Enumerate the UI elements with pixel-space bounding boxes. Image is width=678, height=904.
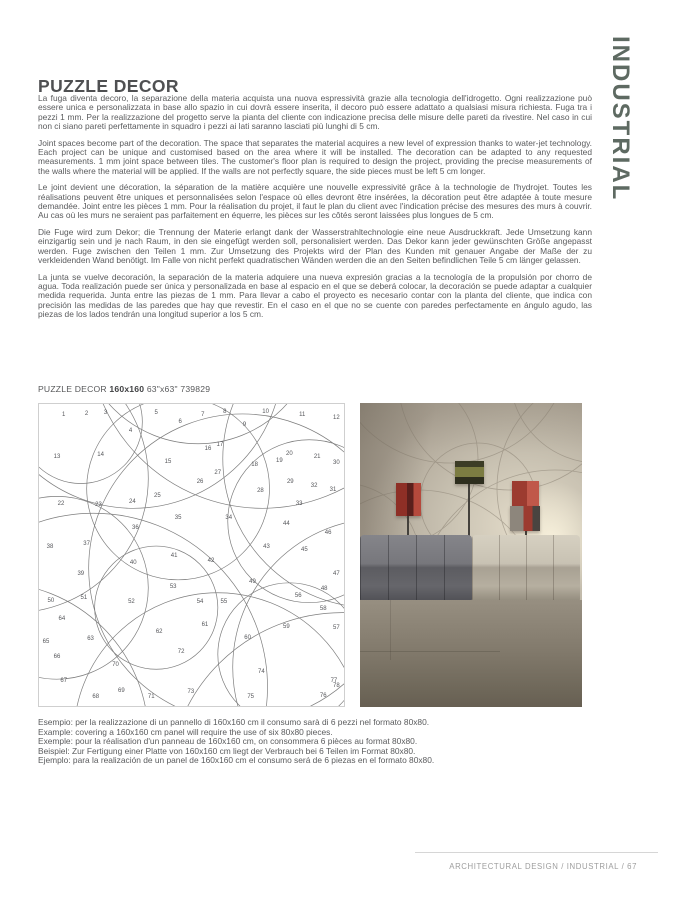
product-name: PUZZLE DECOR [38, 384, 107, 394]
piece-number: 52 [128, 599, 135, 606]
piece-number: 26 [196, 478, 204, 485]
artwork-panel-mixed-bottom [510, 506, 540, 531]
artwork-pole [468, 483, 470, 536]
piece-number: 49 [249, 579, 256, 586]
piece-number: 27 [214, 469, 222, 476]
piece-number: 22 [57, 500, 65, 507]
footer-rule [415, 852, 658, 853]
piece-number: 9 [242, 421, 247, 428]
piece-number: 36 [132, 524, 139, 531]
piece-number: 37 [83, 541, 90, 548]
piece-number: 1 [62, 411, 66, 418]
example-captions [38, 718, 598, 766]
piece-number: 77 [330, 677, 338, 684]
piece-number: 70 [112, 662, 119, 669]
intro-paragraph-en: Joint spaces become part of the decoration. The space that separates the material acquires a new level of expression thanks to water-jet technology. Each project can be unique and customised based on the area where it will be installed. The decoration can be adapted to any requested measurements. 1 mm joint space between tiles. The customer's floor plan is required to design the project, providing the precise measurements of the walls where the material will be applied. If the walls are not perfectly square, the side pieces must be left 5 cm longer. [38, 137, 592, 176]
piece-number: 67 [60, 677, 68, 684]
piece-number: 25 [153, 492, 161, 499]
piece-number: 60 [244, 635, 251, 642]
piece-number: 6 [178, 418, 182, 425]
piece-number: 28 [257, 487, 264, 494]
piece-number: 39 [77, 571, 85, 578]
piece-number: 53 [169, 584, 177, 591]
floor-seam [390, 600, 391, 660]
piece-number: 14 [97, 451, 104, 458]
piece-number: 46 [324, 529, 332, 536]
piece-number: 15 [164, 458, 172, 465]
intro-paragraph-de: Die Fuge wird zum Dekor; die Trennung der Materie erlangt dank der Wasserstrahltechnologie eine neue Ausdruckkraft. Jede Umsetzung kann einzigartig sein und je nach Raum, in den sie eingefügt werden soll, personalisiert werden. Das Dekor kann jeder gewünschten Größe angepasst werden. Fuge zwischen den Teilen 1 mm. Zur Umsetzung des Projekts wird der Plan des Kunden mit genauer Angabe der Maße der zu verkleidenden Wand benötigt. Im Falle von nicht perfekt quadratischen Wänden werden die an den Seiten befindlichen Teile 5 cm länger gelassen. [38, 226, 592, 266]
piece-number: 75 [247, 693, 254, 700]
intro-paragraph-fr: Le joint devient une décoration, la séparation de la matière acquière une nouvelle expressivité grâce à la technologie de l'hydrojet. Toutes les réalisations peuvent être uniques et personnalisées selon l'espace où elles devront être insérées, la décoration peut être adaptée à toute mesure demandée. Joint entre les pièces 1 mm. Pour la réalisation du projet, il faut le plan du client avec l'indication précise des mesures des murs à couvrir. Au cas où les murs ne seraient pas parfaitement en équerre, les pièces sur les côtés seront laissées plus longues de 5 cm. [38, 182, 592, 221]
piece-number: 38 [46, 543, 54, 550]
piece-number: 34 [225, 514, 233, 521]
piece-number: 45 [301, 546, 308, 553]
intro-paragraph-es: La junta se vuelve decoración, la separación de la materia adquiere una nueva expresión gracias a la tecnología de la propulsión por chorro de agua. Toda realización puede ser única y personalizada en base al espacio en el que se deberá colocar, la decoración se puede adaptar a cualquier medida requerida. Junta entre las piezas de 1 mm. Para llevar a cabo el proyecto es necesario contar con la planta del cliente, que indica con precisión las medidas de las paredes que hay que revestir. En el caso en el que no se cuente con paredes perfectamente en ángulo agudo, las piezas de los lados tendrán una longitud superior a los 5 cm. [38, 271, 592, 320]
piece-number: 40 [129, 559, 137, 566]
example-caption-fr: Exemple: pour la réalisation d'un panneau de 160x160 cm, on consommera 6 pièces au format 80x80. [38, 736, 418, 747]
product-caption [38, 384, 210, 394]
piece-number: 21 [313, 453, 321, 460]
piece-number: 5 [154, 410, 158, 417]
industrial-section-label: INDUSTRIAL [607, 36, 634, 202]
piece-number: 73 [187, 689, 195, 696]
piece-number: 57 [333, 625, 340, 632]
piece-number: 51 [80, 595, 88, 602]
piece-number: 7 [201, 411, 205, 418]
piece-number: 47 [333, 571, 340, 578]
footer-text: ARCHITECTURAL DESIGN / INDUSTRIAL / 67 [449, 862, 637, 871]
piece-number: 18 [251, 461, 258, 468]
artwork-panel-red-top [512, 481, 539, 506]
page-title: PUZZLE DECOR [38, 75, 179, 96]
puzzle-arcs-graphic [39, 404, 344, 706]
piece-number: 69 [118, 687, 125, 694]
piece-number: 55 [220, 599, 228, 606]
product-code: 739829 [180, 384, 211, 394]
piece-number: 74 [258, 669, 265, 676]
piece-number: 10 [262, 408, 269, 415]
piece-number: 12 [333, 414, 340, 421]
piece-number: 63 [87, 636, 94, 643]
piece-number: 31 [329, 486, 337, 493]
product-size-in: 63"x63" [146, 384, 178, 394]
piece-number: 42 [207, 558, 215, 565]
piece-number: 35 [174, 514, 182, 521]
piece-number: 24 [128, 498, 136, 505]
piece-number: 30 [333, 459, 340, 466]
piece-number: 56 [294, 593, 302, 600]
piece-number: 76 [319, 693, 327, 700]
piece-number: 16 [204, 445, 212, 452]
piece-number: 23 [95, 501, 102, 508]
example-caption-it: Esempio: per la realizzazione di un pannello di 160x160 cm il consumo sarà di 6 pezzi nel formato 80x80. [38, 717, 430, 727]
piece-number: 43 [263, 543, 270, 550]
example-caption-de: Beispiel: Zur Fertigung einer Platte von 160x160 cm liegt der Verbrauch bei 6 Teilen im Format 80x80. [38, 745, 416, 756]
puzzle-diagram [38, 403, 345, 707]
piece-number: 11 [299, 411, 306, 418]
piece-number: 65 [42, 639, 50, 646]
product-size-cm: 160x160 [109, 384, 145, 394]
intro-paragraphs [38, 94, 592, 327]
piece-number: 71 [147, 693, 155, 700]
piece-number: 61 [201, 622, 209, 629]
piece-number: 72 [177, 649, 185, 656]
piece-number: 59 [283, 624, 290, 631]
piece-number: 2 [84, 410, 89, 417]
piece-number: 32 [310, 482, 318, 489]
sofa-right-section [472, 535, 580, 603]
piece-number: 44 [283, 520, 290, 527]
piece-number: 4 [128, 427, 133, 434]
example-caption-en: Example: covering a 160x160 cm panel will require the use of six 80x80 pieces. [38, 726, 333, 737]
piece-number: 3 [103, 410, 108, 417]
piece-number: 62 [155, 629, 163, 636]
artwork-panel-red [396, 483, 421, 516]
sofa-left-section [360, 535, 472, 603]
piece-number: 8 [223, 408, 227, 415]
piece-number: 58 [319, 606, 327, 613]
piece-number: 19 [275, 457, 283, 464]
piece-number: 20 [286, 450, 293, 457]
example-caption-es: Ejemplo: para la realización de un panel de 160x160 cm el consumo será de 6 piezas en el formato 80x80. [38, 755, 435, 766]
piece-number: 17 [216, 441, 224, 448]
intro-paragraph-it: La fuga diventa decoro, la separazione della materia acquista una nuova espressività grazie alla tecnologia dell'idrogetto. Ogni realizzazione può essere unica e personalizzata in base allo spazio in cui dovrà essere inserita, il decoro può essere adattato a qualsiasi misura richiesta. Fuga tra i pezzi 1 mm. Per la realizzazione del progetto serve la pianta del cliente con indicazione precisa delle misure delle pareti da rivestire. Nel caso in cui non ci siano pareti perfettamente in squadro i pezzi ai lati saranno lasciati più lunghi di 5 cm. [38, 93, 592, 132]
piece-number: 66 [53, 654, 61, 661]
piece-number: 29 [286, 478, 294, 485]
piece-number: 50 [47, 598, 55, 605]
piece-number: 78 [333, 683, 340, 690]
piece-number: 54 [196, 599, 204, 606]
piece-number: 48 [320, 586, 328, 593]
artwork-pole [407, 515, 409, 537]
piece-number: 41 [170, 552, 178, 559]
piece-number: 13 [53, 453, 61, 460]
artwork-panel-green [455, 461, 484, 484]
piece-number: 33 [295, 500, 303, 507]
room-photo [360, 403, 582, 707]
floor-seam [360, 651, 500, 652]
floor [360, 600, 582, 707]
piece-number: 68 [92, 693, 100, 700]
piece-number: 64 [58, 616, 66, 623]
